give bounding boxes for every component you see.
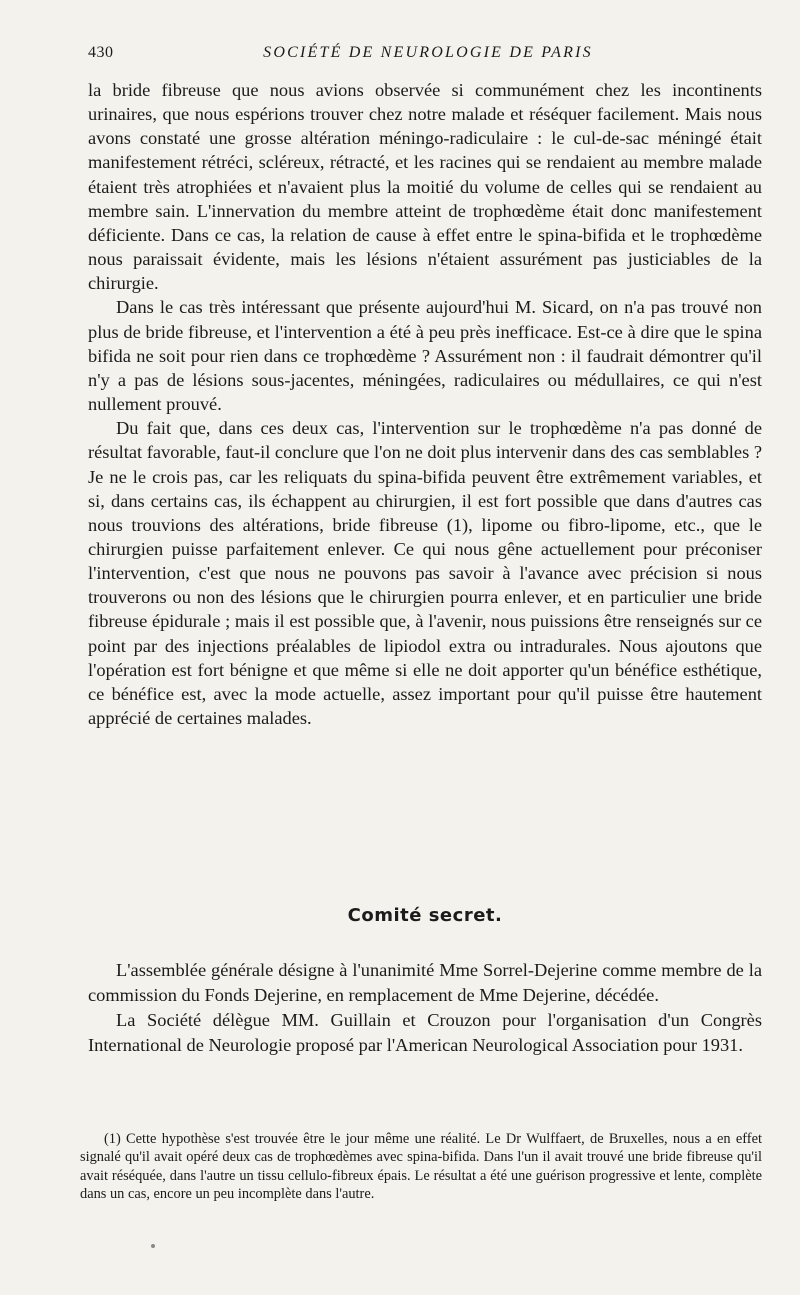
paragraph: la bride fibreuse que nous avions observée si communément chez les incontinents urinaires, que nous espérions trouver chez notre malade et réséquer facilement. Mais nous avons constaté une grosse altération méningo-radiculaire : le cul-de-sac méningé était manifestement rétréci, scléreux, rétracté, et les racines qui se rendaient au membre malade étaient très atrophiées et n'avaient plus la moitié du volume de celles qui se rendaient au membre sain. L'innervation du membre atteint de trophœdème était donc manifestement déficiente. Dans ce cas, la relation de cause à effet entre le spina-bifida et le trophœdème nous paraissait évidente, mais les lésions n'étaient assurément pas justiciables de la chirurgie. xyxy=(88,80,762,294)
paragraph: Dans le cas très intéressant que présente aujourd'hui M. Sicard, on n'a pas trouvé non plus de bride fibreuse, et l'intervention a été à peu près inefficace. Est-ce à dire que le spina bifida ne soit pour rien dans ce trophœdème ? Assurément non : il faudrait démontrer qu'il n'y a pas de lésions sous-jacentes, méningées, radiculaires ou médullaires, ce qui n'est nullement prouvé. xyxy=(88,297,762,415)
footnote xyxy=(80,1130,762,1204)
paragraph: Du fait que, dans ces deux cas, l'intervention sur le trophœdème n'a pas donné de résultat favorable, faut-il conclure que l'on ne doit plus intervenir dans des cas semblables ? Je ne le crois pas, car les reliquats du spina-bifida peuvent être extrêmement variables, et si, dans certains cas, ils échappent au chirurgien, il est fort possible que dans d'autres cas nous trouvions des altérations, bride fibreuse (1), lipome ou fibro-lipome, etc., que le chirurgien puisse parfaitement enlever. Ce qui nous gêne actuellement pour préconiser l'intervention, c'est que nous ne pouvons pas savoir à l'avance avec précision si nous trouverons ou non des lésions que le chirurgien pourra enlever, et en particulier une bride fibreuse épidurale ; mais il est possible que, à l'avenir, nous puissions être renseignés sur ce point par des injections préalables de lipiodol extra ou intradurales. Nous ajoutons que l'opération est fort bénigne et que même si elle ne doit apporter qu'un bénéfice esthétique, ce bénéfice est, avec la mode actuelle, assez important pour qu'il puisse être hautement apprécié de certaines malades. xyxy=(88,418,762,729)
paragraph: La Société délègue MM. Guillain et Crouzon pour l'organisation d'un Congrès International de Neurologie proposé par l'American Neurological Association pour 1931. xyxy=(88,1010,762,1055)
section-heading: Comité secret. xyxy=(347,905,503,926)
footnote-text: (1) Cette hypothèse s'est trouvée être le jour même une réalité. Le Dr Wulffaert, de Bruxelles, nous a en effet signalé qu'il avait opéré deux cas de trophœdèmes avec spina-bifida. Dans l'un il avait trouvé une bride fibreuse qu'il avait réséquée, dans l'autre un tissu cellulo-fibreux épais. Le résultat a été une guérison progressive et lente, complète dans un cas, encore un peu incomplète dans l'autre. xyxy=(80,1131,762,1203)
ink-speck xyxy=(151,1244,155,1248)
journal-title: SOCIÉTÉ DE NEUROLOGIE DE PARIS xyxy=(263,44,593,61)
page-number: 430 xyxy=(88,44,114,61)
running-header xyxy=(88,44,768,68)
main-body xyxy=(88,78,762,730)
paragraph: L'assemblée générale désigne à l'unanimité Mme Sorrel-Dejerine comme membre de la commission du Fonds Dejerine, en remplacement de Mme Dejerine, décédée. xyxy=(88,960,762,1005)
section-body xyxy=(88,958,762,1058)
